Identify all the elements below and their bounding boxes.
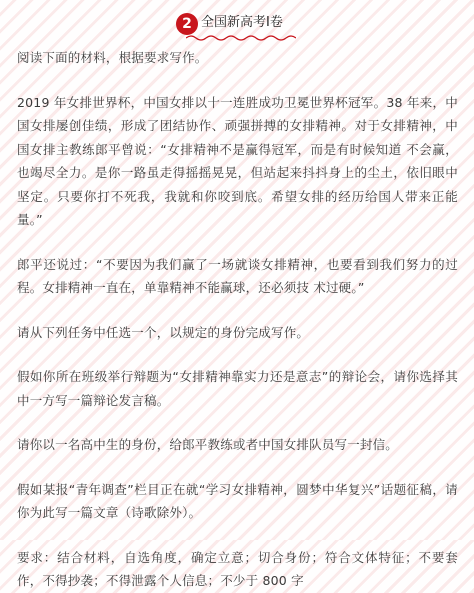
material-paragraph: 2019 年女排世界杯，中国女排以十一连胜成功卫冕世界杯冠军。38 年来，中国女排屡创佳绩，形成了团结协作、顽强拼搏的女排精神。对于女排精神，中国女排主教练郎平曾说：“女排精神不是赢得冠军，而是有时候知道 不会赢，也竭尽全力。是你一路虽走得摇摇晃晃，但站起来抖抖身上的尘土，依旧眼中 坚定。只要你打不死我，我就和你咬到底。希望女排的经历给国人带来正能量。” <box>17 94 458 227</box>
task-option-debate: 假如你所在班级举行辩题为“女排精神靠实力还是意志”的辩论会，请你选择其中一方写一篇辩论发言稿。 <box>17 369 458 408</box>
quote-paragraph: 郎平还说过：“不要因为我们赢了一场就谈女排精神，也要看到我们努力的过程。女排精神一直在，单靠精神不能赢球，还必须技 术过硬。” <box>17 256 458 295</box>
task-option-article: 假如某报“青年调查”栏目正在就“学习女排精神，圆梦中华复兴”话题征稿，请你为此写一篇文章（诗歌除外）。 <box>17 481 458 520</box>
exam-title: 全国新高考Ⅰ卷 <box>201 15 283 30</box>
wave-underline-icon <box>186 33 296 43</box>
requirements-paragraph: 要求：结合材料，自选角度，确定立意；切合身份；符合文体特征；不要套作，不得抄袭；不得泄露个人信息；不少于 800 字 <box>17 549 458 588</box>
task-intro-paragraph: 请从下列任务中任选一个，以规定的身份完成写作。 <box>17 324 310 340</box>
essay-prompt <box>17 46 458 593</box>
section-header <box>0 6 474 40</box>
task-option-letter: 请你以一名高中生的身份，给郎平教练或者中国女排队员写一封信。 <box>17 437 399 452</box>
instruction-paragraph: 阅读下面的材料，根据要求写作。 <box>17 50 208 65</box>
question-number-badge: 2 <box>176 13 198 35</box>
